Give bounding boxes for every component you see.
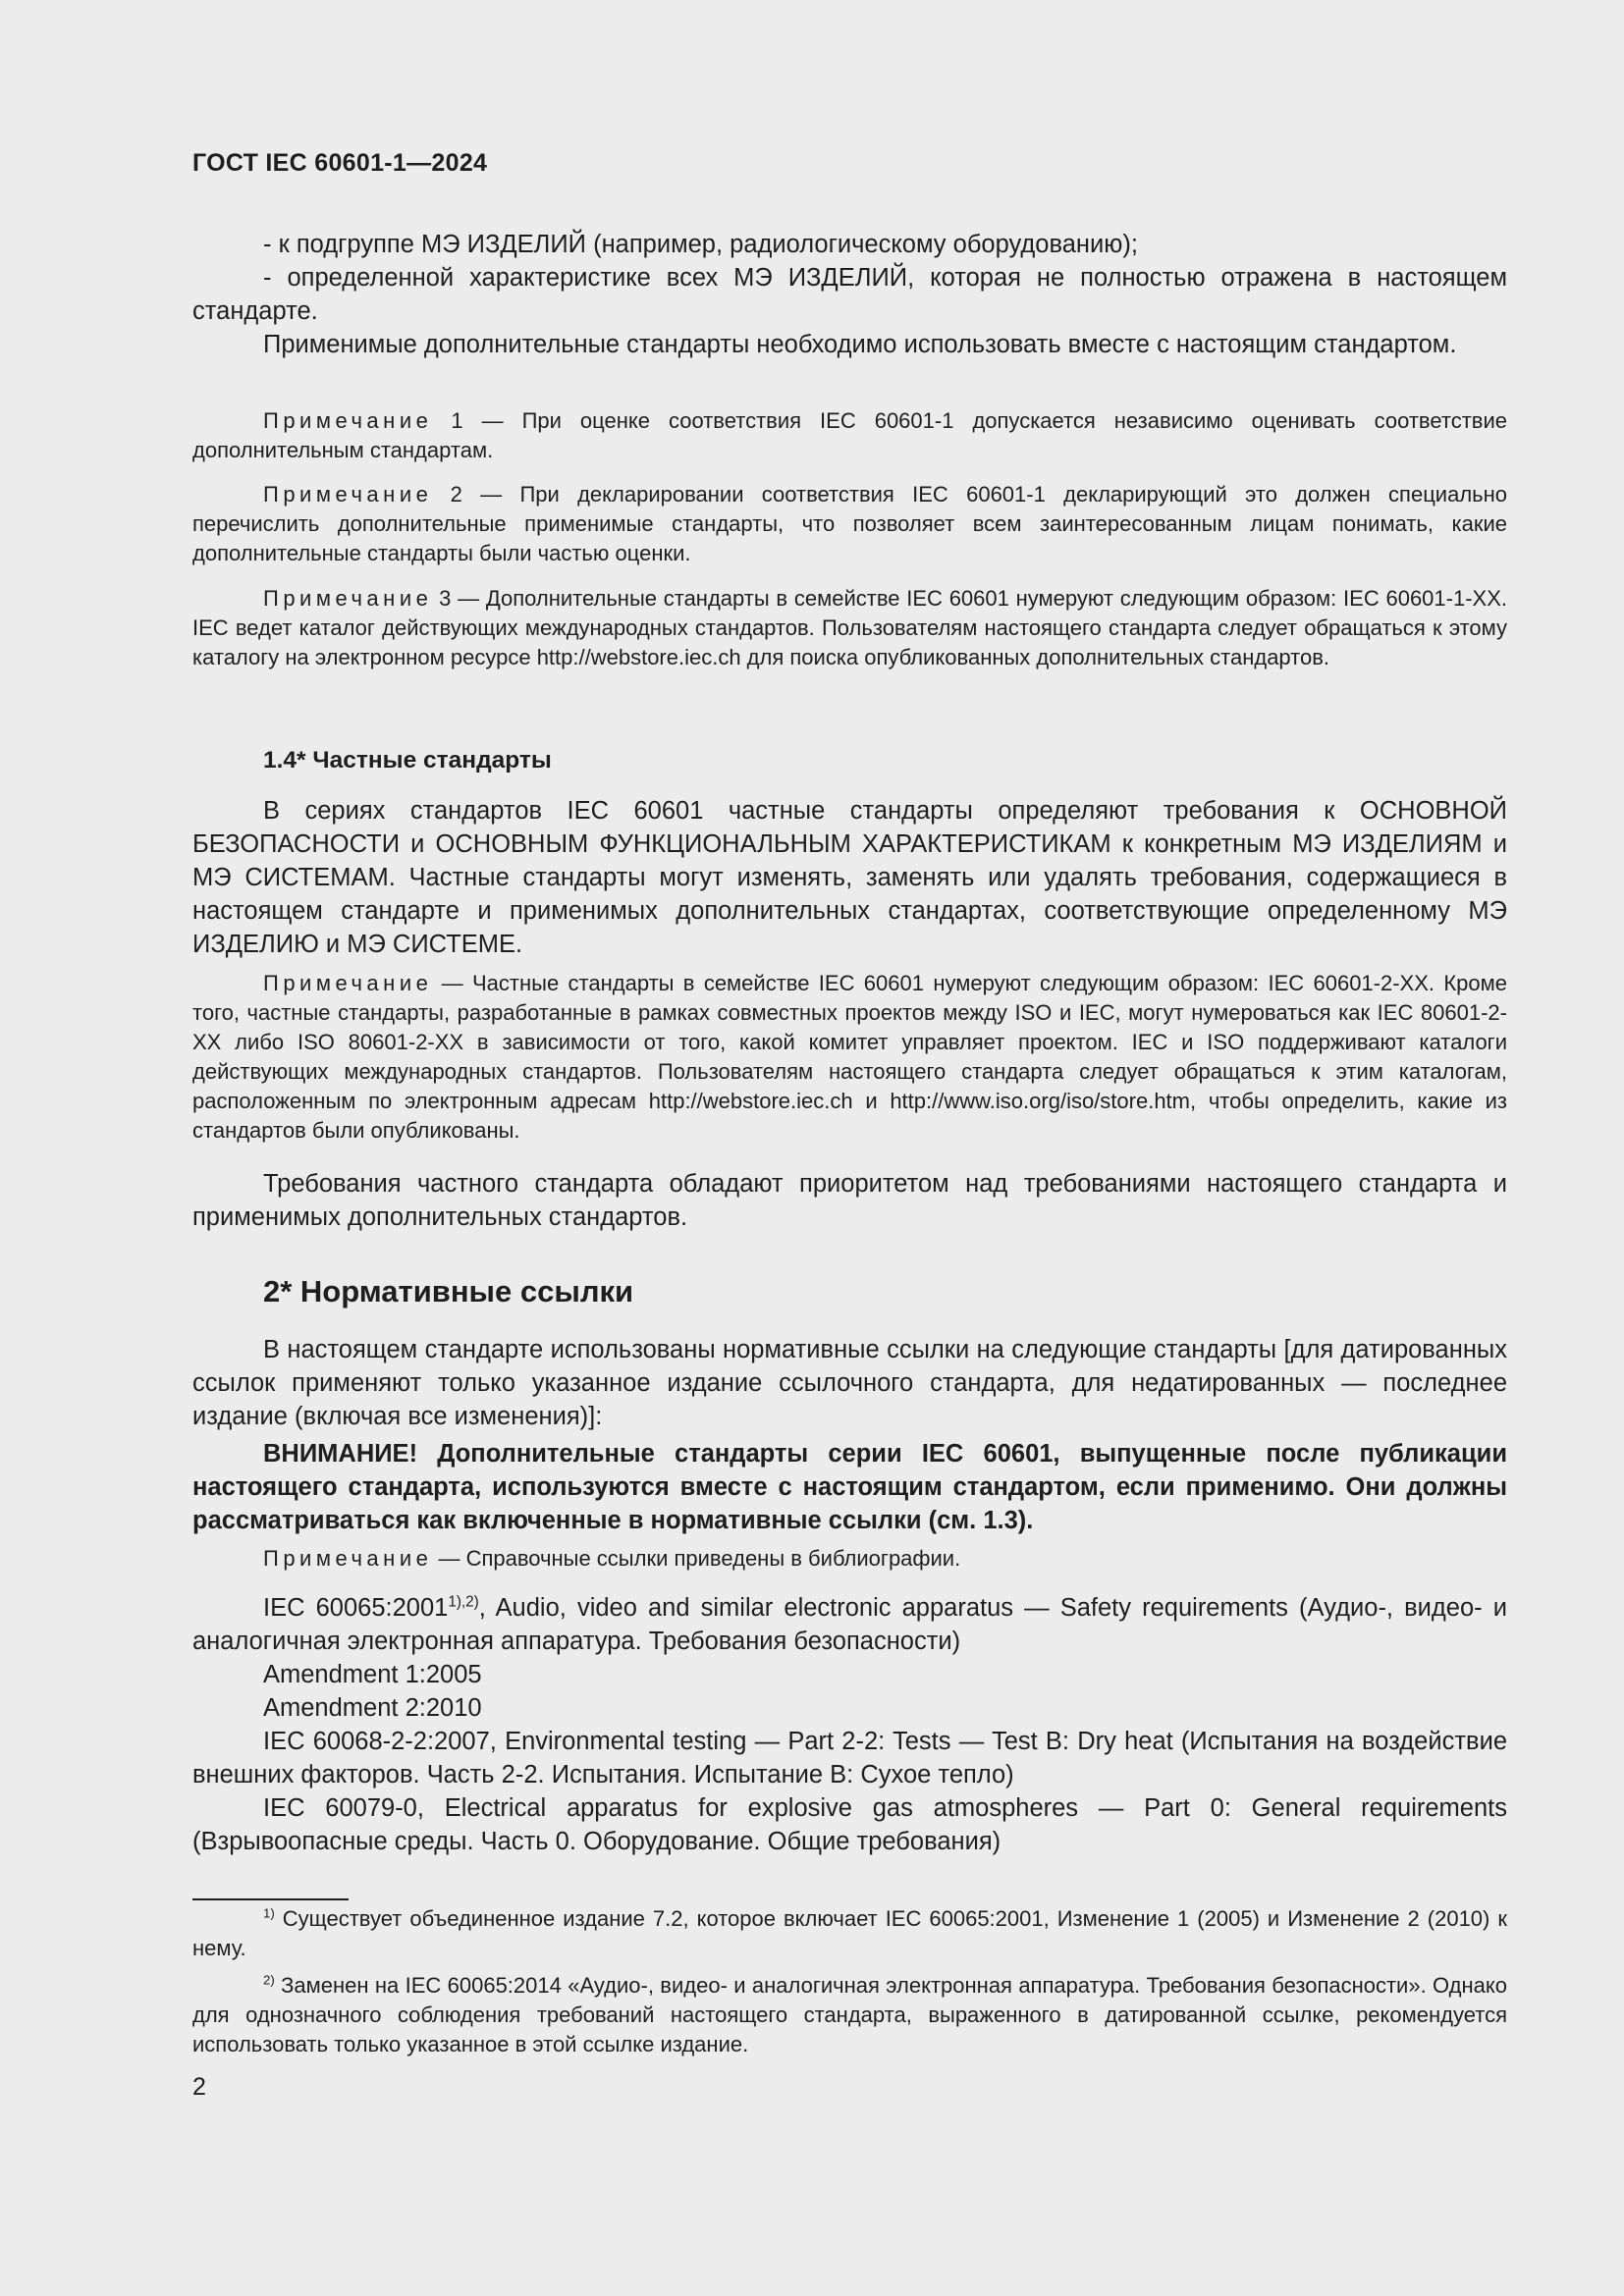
footnote-2: $^{2)}$ Заменен на IEC 60065:2014 «Аудио-, видео- и аналогичная электронная аппаратура. Требования безопасности». Однако для однозначного соблюдения требований настоящего стандарта, выраженного в датированной ссылке, рекомендуется использовать только указанное в этой ссылке издание. <box>192 1972 1507 2056</box>
warning-paragraph: ВНИМАНИЕ! Дополнительные стандарты серии IEC 60601, выпущенные после публикации настоящего стандарта, используются вместе с настоящим стандартом, если применимо. Они должны рассматриваться как включенные в нормативные ссылки (см. 1.3). <box>192 1440 1507 1534</box>
section-1-4-note <box>192 969 1507 1146</box>
note-text: 3 — Дополнительные стандарты в семействе IEC 60601 нумеруют следующим образом: IEC 60601-1-XX. IEC ведет каталог действующих международных стандартов. Пользователям настоящего стандарта следует обращаться к этому каталогу на электронном ресурсе http://webstore.iec.ch для поиска опубликованных дополнительных стандартов. <box>192 586 1507 669</box>
section-1-4-priority-paragraph: Требования частного стандарта обладают приоритетом над требованиями настоящего стандарта и применимых дополнительных стандартов. <box>192 1170 1507 1231</box>
note-label: Примечание <box>263 482 433 507</box>
section-2-note <box>192 1544 1507 1574</box>
note-2 <box>192 480 1507 568</box>
note-text: — Справочные ссылки приведены в библиографии. <box>432 1546 961 1571</box>
reference-amendment-2: Amendment 2:2010 <box>263 1694 482 1722</box>
bullet-subgroup: - к подгруппе МЭ ИЗДЕЛИЙ (например, радиологическому оборудованию); <box>263 231 1138 258</box>
note-label: Примечание <box>263 408 433 433</box>
section-heading-1-4: 1.4* Частные стандарты <box>263 747 552 774</box>
note-1 <box>192 406 1507 465</box>
footnote-1: $^{1)}$ Существует объединенное издание 7.2, которое включает IEC 60065:2001, Изменение 1 (2005) и Изменение 2 (2010) к нему. <box>192 1905 1507 1960</box>
section-1-4-paragraph: В сериях стандартов IEC 60601 частные стандарты определяют требования к ОСНОВНОЙ БЕЗОПАСНОСТИ и ОСНОВНЫМ ФУНКЦИОНАЛЬНЫМ ХАРАКТЕРИСТИКАМ к конкретным МЭ ИЗДЕЛИЯМ и МЭ СИСТЕМАМ. Частные стандарты могут изменять, заменять или удалять требования, содержащиеся в настоящем стандарте и применимых дополнительных стандартах, соответствующие определенному МЭ ИЗДЕЛИЮ и МЭ СИСТЕМЕ. <box>192 797 1507 958</box>
bullet-characteristic: - определенной характеристике всех МЭ ИЗДЕЛИЙ, которая не полностью отражена в настоящем стандарте. <box>192 264 1507 325</box>
reference-iec-60079: IEC 60079-0, Electrical apparatus for explosive gas atmospheres — Part 0: General requirements (Взрывоопасные среды. Часть 0. Оборудование. Общие требования) <box>192 1794 1507 1855</box>
document-header: ГОСТ IEC 60601-1—2024 <box>192 149 488 177</box>
section-2-intro: В настоящем стандарте использованы нормативные ссылки на следующие стандарты [для датированных ссылок применяют только указанное издание ссылочного стандарта, для недатированных — последнее издание (включая все изменения)]: ВНИМАНИЕ! Дополнительные стандарты серии IEC 60601, выпущенные после публикации настоящего стандарта, используются вместе с настоящим стандартом, если применимо. Они должны рассматриваться как включенные в нормативные ссылки (см. 1.3). <box>192 1333 1507 1537</box>
note-text: — Частные стандарты в семействе IEC 60601 нумеруют следующим образом: IEC 60601-2-XX. Кроме того, частные стандарты, разработанные в рамках совместных проектов между ISO и IEC, могут нумероваться как IEC 80601-2-XX либо ISO 80601-2-XX в зависимости от того, какой комитет управляет проектом. IEC и ISO поддерживают каталоги действующих международных стандартов. Пользователям настоящего стандарта следует обращаться к этим каталогам, расположенным по электронным адресам http://webstore.iec.ch и http://www.iso.org/iso/store.htm, чтобы определить, какие из стандартов были опубликованы. <box>192 971 1507 1143</box>
note-label: Примечание <box>263 971 433 995</box>
page-number: 2 <box>192 2073 206 2101</box>
note-label: Примечание <box>263 586 433 611</box>
note-text: 2 — При декларировании соответствия IEC 60601-1 декларирующий это должен специально перечислить дополнительные применимые стандарты, что позволяет всем заинтересованным лицам понимать, какие дополнительные стандарты были частью оценки. <box>192 482 1507 565</box>
note-3 <box>192 584 1507 672</box>
note-label: Примечание <box>263 1546 433 1571</box>
normative-references-list <box>192 1591 1507 1858</box>
note-text: 1 — При оценке соответствия IEC 60601-1 допускается независимо оценивать соответствие дополнительным стандартам. <box>192 408 1507 462</box>
footnote-separator <box>192 1898 349 1900</box>
intro-paragraph: Применимые дополнительные стандарты необходимо использовать вместе с настоящим стандартом. <box>263 331 1457 358</box>
section-heading-2: 2* Нормативные ссылки <box>263 1274 634 1308</box>
reference-iec-60065: IEC $60065:2001^{1),2)}$, Audio, video and similar electronic apparatus — Safety requirements (Аудио-, видео- и аналогичная электронная аппаратура. Требования безопасности) <box>192 1593 1507 1655</box>
reference-amendment-1: Amendment 1:2005 <box>263 1661 482 1688</box>
intro-block <box>192 228 1507 361</box>
reference-iec-60068: IEC 60068-2-2:2007, Environmental testing — Part 2-2: Tests — Test B: Dry heat (Испытания на воздействие внешних факторов. Часть 2-2. Испытания. Испытание B: Сухое тепло) <box>192 1728 1507 1789</box>
